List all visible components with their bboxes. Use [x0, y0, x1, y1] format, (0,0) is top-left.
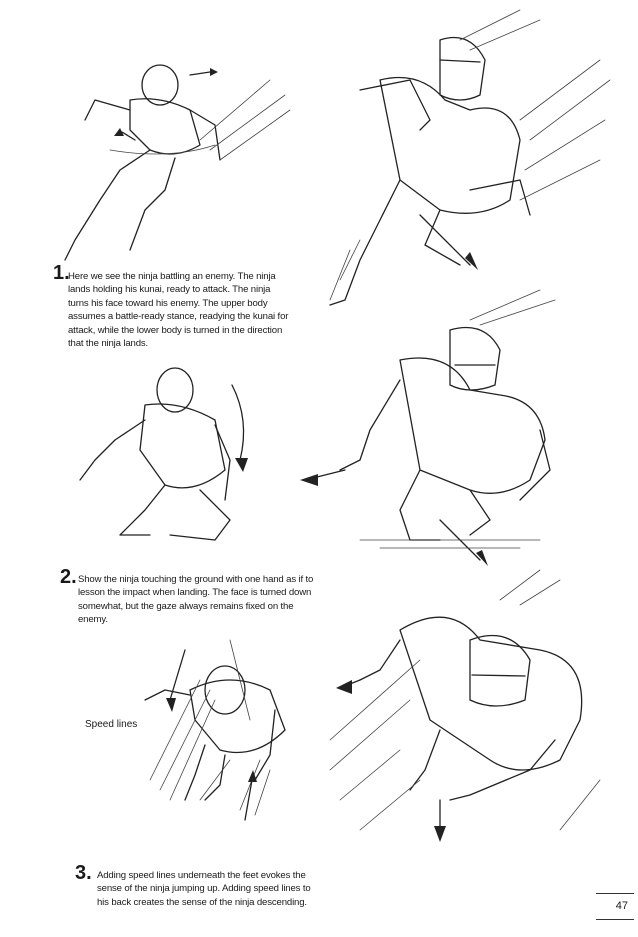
- caption-line: Adding speed lines underneath the feet evokes the: [97, 870, 306, 881]
- caption-line: lands holding his kunai, ready to attack. The ninja: [68, 284, 271, 296]
- step-3-number: 3.: [75, 862, 92, 884]
- step3-ninja-drawing: [330, 570, 600, 842]
- step2-mannequin-sketch: [80, 368, 248, 540]
- caption-line: sense of the ninja jumping up. Adding speed lines to: [97, 883, 311, 895]
- speed-lines-label: Speed lines: [85, 719, 138, 730]
- page-number-rule-top: [596, 893, 634, 894]
- step1-ninja-drawing: [330, 10, 610, 305]
- caption-line: Show the ninja touching the ground with one hand as if to: [78, 574, 314, 585]
- step2-ninja-drawing: [300, 290, 555, 566]
- page-number: 47: [615, 900, 628, 912]
- caption-line: that the ninja lands.: [68, 338, 149, 350]
- caption-line: somewhat, but the gaze always remains fixed on the: [78, 600, 294, 612]
- step-2-caption: [78, 573, 313, 627]
- step3-mannequin-sketch: [145, 640, 285, 820]
- step1-mannequin-sketch: [65, 65, 290, 260]
- step-3-caption: [97, 869, 311, 909]
- page-number-rule-bottom: [596, 919, 634, 920]
- step-2-number: 2.: [60, 566, 77, 588]
- step-1-number: 1.: [53, 262, 70, 284]
- caption-line: Here we see the ninja battling an enemy. The ninja: [68, 271, 276, 282]
- caption-line: enemy.: [78, 614, 108, 626]
- caption-line: assumes a battle-ready stance, readying the kunai for: [68, 311, 289, 323]
- caption-line: attack, while the lower body is turned in the direction: [68, 324, 283, 336]
- caption-line: lesson the impact when landing. The face is turned down: [78, 587, 312, 599]
- caption-line: his back creates the sense of the ninja descending.: [97, 896, 307, 908]
- step-1-caption: [68, 270, 288, 350]
- caption-line: turns his face toward his enemy. The upper body: [68, 297, 268, 309]
